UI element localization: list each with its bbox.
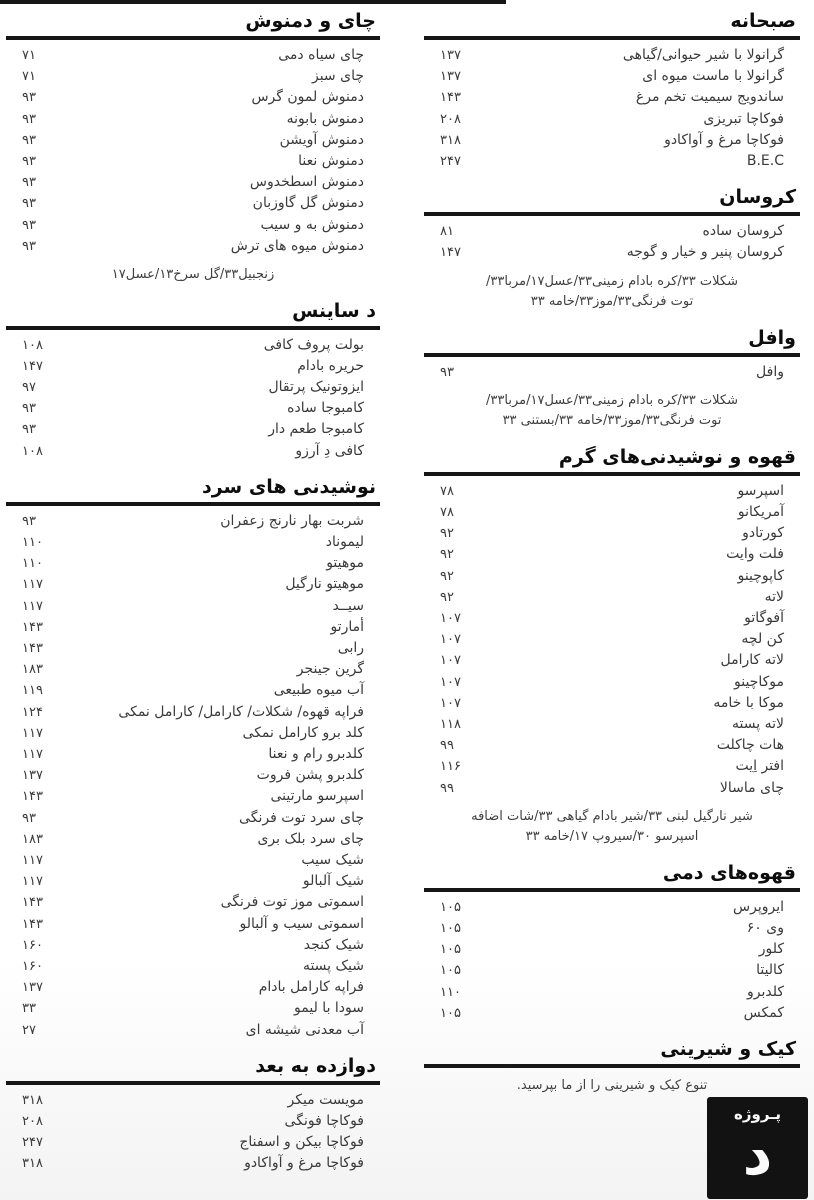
menu-note: توت فرنگی۳۳/موز۳۳/خامه ۳۳/بستنی ۳۳ [502,413,722,429]
menu-item-price: ۹۲ [440,526,454,542]
menu-item-row [6,553,380,574]
menu-item-name: لاته پسته [732,716,784,733]
menu-item-row [6,808,380,829]
menu-item-price: ۱۴۳ [22,619,43,635]
menu-item-name: کلدبرو پشن فروت [256,767,364,784]
menu-item-row [6,998,380,1019]
menu-item-price: ۷۱ [22,48,36,63]
menu-item-name: کافی دِ آرزو [295,442,364,459]
menu-note: زنجبیل۳۳/گل سرخ۱۳/عسل۱۷ [111,267,275,283]
menu-item-price: ۱۱۰ [22,534,43,550]
menu-item-row [6,236,380,257]
menu-item-row [424,629,800,650]
menu-item-name: گرانولا با شیر حیوانی/گیاهی [622,47,784,63]
menu-item-name: حریره بادام [297,357,364,374]
menu-item-name: اسپرسو مارتینی [270,788,364,805]
menu-item-price: ۹۳ [22,90,36,106]
menu-item-name: چای ماسالا [719,779,784,796]
menu-item-price: ۱۶۰ [22,937,43,953]
menu-item-name: B.E.C [746,153,784,170]
menu-item-price: ۱۰۷ [440,695,461,711]
menu-item-name: سودا با لیمو [294,1000,364,1017]
menu-item-row [6,638,380,659]
menu-item-name: شیک کنجد [303,936,364,953]
menu-item-name: کورتادو [742,525,784,542]
menu-item-name: بولت پروف کافی [263,336,364,353]
menu-item-name: کروسان پنیر و خیار و گوجه [626,244,784,261]
menu-item-row [424,109,800,130]
menu-item-row [424,151,800,172]
menu-item-price: ۹۳ [22,238,36,254]
menu-item-row [6,1090,380,1111]
menu-note: شیر نارگیل لبنی ۳۳/شیر بادام گیاهی ۳۳/شات اضافه [471,808,753,824]
menu-item-price: ۲۴۷ [440,154,461,170]
menu-item-price: ۹۳ [440,364,454,380]
menu-item-name: چای سیاه دمی [278,47,364,63]
menu-item-name: کالیتا [756,962,784,979]
menu-item-name: کن لچه [741,631,784,648]
menu-item-row [6,574,380,595]
menu-item-row [6,511,380,532]
menu-item-row [6,723,380,744]
menu-item-row [424,362,800,383]
menu-item-price: ۱۳۷ [440,48,461,63]
section-title: نوشیدنی های سرد [201,475,376,498]
menu-item-price: ۱۰۷ [440,632,461,648]
menu-item-row [424,242,800,263]
menu-item-name: دمنوش لمون گرس [251,89,364,106]
menu-item-name: کلدبرو [746,983,784,1000]
section-title: قهوه و نوشیدنی‌های گرم [558,445,796,468]
menu-item-name: کاپوچینو [737,567,784,584]
menu-item-row [6,786,380,807]
menu-item-row [6,956,380,977]
menu-item-row [6,850,380,871]
menu-item-price: ۱۰۵ [440,1005,461,1021]
menu-section [424,445,800,848]
menu-item-price: ۳۳ [22,1001,36,1017]
menu-item-row [6,596,380,617]
menu-item-row [6,765,380,786]
menu-item-row [424,650,800,671]
menu-item-price: ۹۲ [440,547,454,563]
menu-item-name: وافل [756,363,784,380]
menu-item-row [424,87,800,108]
menu-item-price: ۹۲ [440,568,454,584]
menu-item-row [424,1003,800,1024]
menu-item-row [6,45,380,66]
menu-item-price: ۱۴۳ [22,895,43,911]
section-title: وافل [748,326,796,349]
menu-item-row [424,756,800,777]
menu-item-row [6,1132,380,1153]
menu-item-price: ۱۰۵ [440,942,461,958]
menu-item-price: ۱۴۳ [22,789,43,805]
menu-item-row [6,398,380,419]
menu-item-price: ۱۰۷ [440,611,461,627]
menu-item-price: ۹۳ [22,196,36,212]
menu-item-name: فوکاچا مرغ و آواکادو [664,131,784,148]
menu-item-name: دمنوش میوه های ترش [230,237,364,254]
menu-item-name: اسپرسو [737,482,784,499]
menu-item-row [424,587,800,608]
menu-item-row [424,939,800,960]
menu-item-price: ۱۴۷ [440,245,461,261]
menu-section [6,299,380,462]
menu-item-name: کلدبرو رام و نعنا [268,745,364,762]
menu-item-name: ایروپرس [733,898,784,915]
menu-item-name: هات چاکلت [716,737,784,754]
menu-item-name: شیک پسته [302,958,364,975]
menu-item-name: ساندویج سیمیت تخم مرغ [635,89,784,106]
menu-item-row [6,66,380,87]
menu-item-price: ۳۱۸ [22,1156,43,1172]
menu-item-name: فوکاچا تبریزی [703,110,784,127]
brand-wordmark: پـروژه [734,1105,781,1123]
menu-item-name: کامبوجا ساده [287,400,364,417]
brand-logo [707,1097,808,1199]
menu-section [424,861,800,1024]
menu-item-row [424,221,800,242]
menu-item-name: چای سرد بلک بری [257,830,364,847]
menu-item-name: کامبوجا طعم دار [268,421,364,438]
menu-item-price: ۱۴۷ [22,358,43,374]
section-rule [424,353,800,357]
menu-item-price: ۱۰۸ [22,443,43,459]
menu-item-price: ۸۱ [440,224,454,240]
menu-column-left [6,0,380,1175]
section-rule [424,1064,800,1068]
menu-item-name: کروسان ساده [702,223,784,240]
menu-item-price: ۹۳ [22,111,36,127]
menu-note: اسپرسو ۳۰/سیروپ ۱۷/خامه ۳۳ [525,829,699,845]
menu-item-name: آب میوه طبیعی [273,682,364,699]
menu-item-name: فلت وایت [726,546,784,563]
menu-item-price: ۱۱۷ [22,598,43,614]
menu-item-row [424,566,800,587]
menu-item-row [6,914,380,935]
menu-item-price: ۹۳ [22,154,36,170]
menu-item-name: ایزوتونیک پرتقال [268,378,364,395]
menu-item-price: ۷۸ [440,483,454,499]
menu-item-row [424,897,800,918]
menu-item-price: ۳۱۸ [440,132,461,148]
menu-item-row [424,982,800,1003]
menu-item-price: ۱۳۷ [22,768,43,784]
menu-item-price: ۹۳ [22,422,36,438]
menu-item-price: ۱۰۵ [440,963,461,979]
menu-item-price: ۷۸ [440,505,454,521]
menu-item-row [6,871,380,892]
menu-item-price: ۱۱۶ [440,759,461,775]
menu-item-row [424,66,800,87]
menu-item-row [6,1111,380,1132]
menu-item-price: ۷۱ [22,69,36,85]
menu-item-price: ۹۳ [22,132,36,148]
menu-item-price: ۱۳۷ [22,980,43,996]
menu-section [424,9,800,172]
menu-section [424,1037,800,1097]
menu-item-name: موهیتو نارگیل [285,576,364,593]
menu-section [6,475,380,1041]
menu-item-price: ۱۲۴ [22,704,43,720]
menu-item-name: کلور [758,941,784,958]
menu-item-name: دمنوش بابونه [286,110,364,127]
menu-item-name: وی ۶۰ [746,920,784,937]
menu-note: تنوع کیک و شیرینی را از ما بپرسید. [516,1078,708,1094]
menu-item-name: چای سرد توت فرنگی [239,809,364,826]
menu-item-row [6,441,380,462]
menu-item-name: شیک آلبالو [302,873,364,890]
menu-item-price: ۱۱۷ [22,874,43,890]
menu-item-name: دمنوش اسطخدوس [249,174,364,191]
menu-item-name: چای سبز [311,68,364,85]
menu-item-price: ۲۷ [22,1022,36,1038]
menu-item-price: ۹۲ [440,589,454,605]
menu-item-row [6,172,380,193]
menu-item-name: شربت بهار نارنج زعفران [220,512,364,529]
menu-item-name: گرین جینجر [296,661,364,678]
menu-item-name: شیک سیب [301,852,364,868]
section-title: قهوه‌های دمی [662,861,796,884]
menu-item-price: ۹۹ [440,738,454,754]
menu-item-name: دمنوش نعنا [298,153,364,170]
menu-item-row [6,377,380,398]
menu-item-row [424,672,800,693]
menu-item-name: سیــد [332,597,364,614]
menu-item-price: ۹۳ [22,175,36,191]
menu-item-price: ۱۰۵ [440,921,461,937]
menu-item-price: ۱۱۷ [22,725,43,741]
menu-item-name: آمریکانو [737,504,784,521]
menu-item-row [6,829,380,850]
section-rule [424,472,800,476]
menu-item-name: دمنوش گل گاوزبان [252,195,364,212]
menu-item-row [424,960,800,981]
menu-item-row [424,130,800,151]
menu-item-row [6,109,380,130]
menu-item-row [6,335,380,356]
menu-item-price: ۹۳ [22,217,36,233]
menu-item-name: فوکاچا فونگی [284,1113,364,1130]
menu-item-row [6,356,380,377]
menu-item-name: لاته کارامل [720,652,784,669]
section-title: چای و دمنوش [245,10,376,32]
section-title: دوازده به بعد [255,1054,376,1077]
menu-item-price: ۱۸۳ [22,662,43,678]
menu-item-row [424,523,800,544]
menu-item-price: ۱۱۹ [22,683,43,699]
menu-note: شکلات ۳۳/کره بادام زمینی۳۳/عسل۱۷/مربا۳۳/ [486,273,738,289]
menu-item-price: ۱۰۷ [440,653,461,669]
menu-item-price: ۹۳ [22,810,36,826]
menu-item-row [6,892,380,913]
menu-item-name: فوکاچا بیکن و اسفناج [239,1134,364,1151]
menu-item-price: ۱۶۰ [22,959,43,975]
menu-item-price: ۱۳۷ [440,69,461,85]
menu-section [6,1054,380,1175]
menu-note: توت فرنگی۳۳/موز۳۳/خامه ۳۳ [530,294,694,310]
menu-item-row [424,608,800,629]
menu-item-price: ۲۰۸ [22,1114,43,1130]
menu-item-price: ۱۱۷ [22,746,43,762]
menu-item-row [6,617,380,638]
menu-item-name: مویست میکر [287,1091,364,1108]
menu-item-row [6,935,380,956]
menu-item-row [6,680,380,701]
menu-section [424,326,800,432]
menu-item-row [424,481,800,502]
menu-item-price: ۹۷ [22,379,36,395]
menu-item-price: ۱۰۵ [440,899,461,915]
menu-item-row [6,151,380,172]
menu-item-name: گرانولا با ماست میوه ای [642,68,784,85]
menu-item-name: کمکس [743,1004,784,1021]
menu-item-row [6,702,380,723]
menu-item-name: رابی [337,639,364,656]
menu-item-price: ۲۴۷ [22,1135,43,1151]
menu-item-price: ۹۳ [22,401,36,417]
menu-item-price: ۱۱۷ [22,853,43,868]
menu-item-price: ۱۸۳ [22,831,43,847]
menu-item-row [424,502,800,523]
menu-item-name: فراپه قهوه/ شکلات/ کارامل/ کارامل نمکی [118,703,364,720]
section-rule [6,36,380,40]
menu-item-row [424,778,800,799]
menu-item-name: کلد برو کارامل نمکی [242,724,364,741]
menu-item-row [6,215,380,236]
menu-item-name: موکاچینو [734,673,784,690]
menu-item-row [424,693,800,714]
menu-item-row [424,714,800,735]
menu-item-name: فراپه کارامل بادام [258,979,364,996]
section-title: د ساینس [292,299,376,322]
menu-item-price: ۱۰۸ [22,337,43,353]
menu-item-row [424,544,800,565]
menu-item-row [6,130,380,151]
menu-item-name: لاته [764,588,784,605]
menu-item-price: ۱۱۰ [440,984,461,1000]
menu-item-row [6,977,380,998]
brand-letter-mark: د [742,1120,773,1188]
section-rule [424,36,800,40]
menu-item-price: ۲۰۸ [440,111,461,127]
menu-item-row [6,87,380,108]
menu-item-price: ۱۴۳ [22,916,43,932]
menu-item-name: اسموتی موز توت فرنگی [220,894,364,911]
menu-item-name: آب معدنی شیشه ای [245,1021,364,1038]
menu-item-name: آفوگاتو [744,610,784,627]
menu-item-price: ۱۴۳ [440,90,461,106]
menu-item-name: اسموتی سیب و آلبالو [239,915,364,932]
menu-item-name: دمنوش آویشن [279,131,364,148]
menu-item-price: ۱۱۷ [22,577,43,593]
section-title: صبحانه [730,10,796,32]
menu-item-row [6,1153,380,1174]
menu-note: شکلات ۳۳/کره بادام زمینی۳۳/عسل۱۷/مربا۳۳/ [486,392,738,408]
menu-item-name: موهیتو [326,555,364,572]
section-rule [424,888,800,892]
menu-item-name: موکا با خامه [713,694,784,711]
menu-item-price: ۱۱۸ [440,717,461,733]
section-title: کیک و شیرینی [660,1038,796,1061]
menu-item-row [6,532,380,553]
menu-item-row [6,744,380,765]
menu-item-name: فوکاچا مرغ و آواکادو [244,1155,364,1172]
menu-item-row [424,918,800,939]
section-rule [424,212,800,216]
menu-item-row [6,1020,380,1041]
menu-item-price: ۹۳ [22,513,36,529]
menu-item-price: ۱۴۳ [22,640,43,656]
section-rule [6,502,380,506]
section-rule [6,326,380,330]
menu-item-name: لیموناد [325,533,364,550]
section-title: کروسان [719,186,796,209]
menu-item-row [424,735,800,756]
menu-item-price: ۹۹ [440,780,454,796]
menu-item-row [6,193,380,214]
menu-item-price: ۳۱۸ [22,1092,43,1108]
menu-item-price: ۱۰۷ [440,674,461,690]
section-rule [6,1081,380,1085]
menu-item-name: افتر اِیت [735,758,784,775]
menu-item-name: دمنوش به و سیب [260,216,364,233]
menu-section [6,9,380,286]
menu-section [424,185,800,312]
menu-item-name: أمارتو [330,618,364,635]
menu-item-row [424,45,800,66]
menu-item-row [6,659,380,680]
menu-item-price: ۱۱۰ [22,556,43,572]
menu-item-row [6,419,380,440]
menu-column-right [424,0,800,1097]
